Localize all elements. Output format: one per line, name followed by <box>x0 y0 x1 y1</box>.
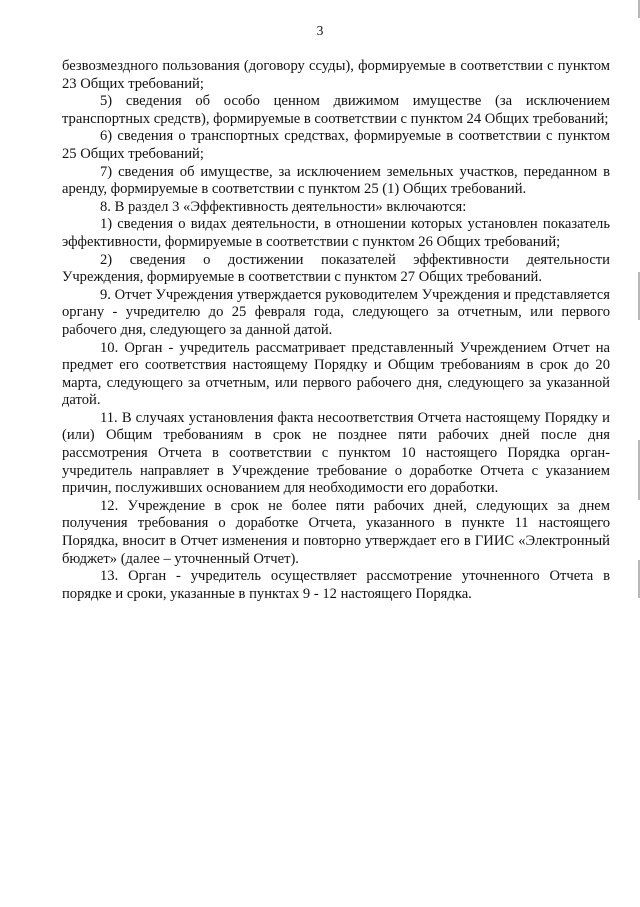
paragraph-5: 5) сведения об особо ценном движимом имуществе (за исключением транспортных средств), формируемые в соответствии с пунктом 24 Общих требований; <box>62 93 610 127</box>
paragraph-section-13: 13. Орган - учредитель осуществляет рассмотрение уточненного Отчета в порядке и сроки, указанные в пунктах 9 - 12 настоящего Порядка. <box>62 568 610 602</box>
paragraph-8-1: 1) сведения о видах деятельности, в отношении которых установлен показатель эффективности, формируемые в соответствии с пунктом 26 Общих требований; <box>62 216 610 250</box>
paragraph-6: 6) сведения о транспортных средствах, формируемые в соответствии с пунктом 25 Общих требований; <box>62 128 610 162</box>
document-body <box>62 58 610 603</box>
paragraph-section-12: 12. Учреждение в срок не более пяти рабочих дней, следующих за днем получения требования о доработке Отчета, указанного в пункте 11 настоящего Порядка, вносит в Отчет изменения и повторно утверждает его в ГИИС «Электронный бюджет» (далее – уточненный Отчет). <box>62 497 610 567</box>
page-number: 3 <box>316 23 324 38</box>
paragraph-section-9: 9. Отчет Учреждения утверждается руководителем Учреждения и представляется органу - учредителю до 25 февраля года, следующего за отчетным, или первого рабочего дня, следующего за данной датой. <box>62 286 610 338</box>
paragraph-section-8: 8. В раздел 3 «Эффективность деятельности» включаются: <box>100 198 467 215</box>
paragraph-8-2: 2) сведения о достижении показателей эффективности деятельности Учреждения, формируемые в соответствии с пунктом 27 Общих требований. <box>62 251 610 286</box>
paragraph-section-10: 10. Орган - учредитель рассматривает представленный Учреждением Отчет на предмет его соответствия настоящему Порядку и Общим требованиям в срок до 20 марта, следующего за отчетным, или первого рабочего дня, следующего за указанной датой. <box>62 339 610 409</box>
paragraph-continuation: безвозмездного пользования (договору ссуды), формируемые в соответствии с пунктом 23 Общих требований; <box>62 58 610 92</box>
paragraph-section-11: 11. В случаях установления факта несоответствия Отчета настоящему Порядку и (или) Общим требованиям в срок не позднее пяти рабочих дней после дня рассмотрения Отчета в соответствии с пунктом 10 настоящего Порядка орган-учредитель направляет в Учреждение требование о доработке Отчета с указанием причин, послуживших основанием для необходимости его доработки. <box>62 409 610 497</box>
paragraph-7: 7) сведения об имуществе, за исключением земельных участков, переданном в аренду, формируемые в соответствии с пунктом 25 (1) Общих требований. <box>62 163 610 198</box>
